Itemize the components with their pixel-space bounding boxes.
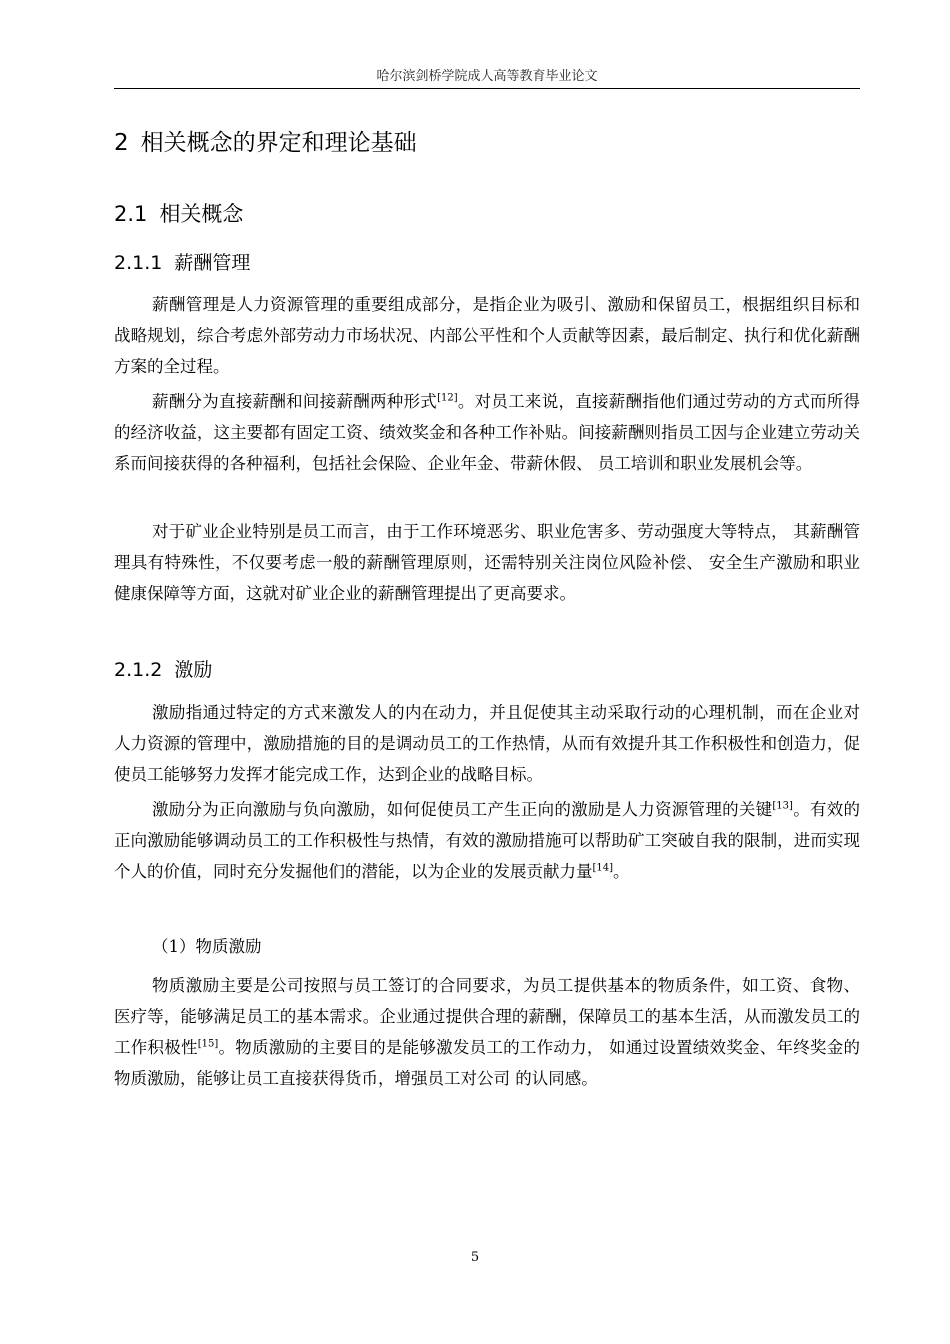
chapter-heading xyxy=(114,124,417,157)
subsection-number: 2.1.2 xyxy=(114,659,163,681)
paragraph: 薪酬管理是人力资源管理的重要组成部分，是指企业为吸引、激励和保留员工，根据组织目标和战略规划，综合考虑外部劳动力市场状况、内部公平性和个人贡献等因素，最后制定、执行和优化薪酬方案的全过程。 xyxy=(114,295,860,376)
paragraph: 对于矿业企业特别是员工而言，由于工作环境恶劣、职业危害多、劳动强度大等特点， 其薪酬管理具有特殊性，不仅要考虑一般的薪酬管理原则，还需特别关注岗位风险补偿、 安全生产激励和职业健康保障等方面，这就对矿业企业的薪酬管理提出了更高要求。 xyxy=(114,522,860,603)
subsection-title: 激励 xyxy=(174,659,213,681)
header-rule xyxy=(114,88,860,89)
section-heading xyxy=(114,198,243,228)
subsection-title: 薪酬管理 xyxy=(174,252,251,274)
subsection-heading-1 xyxy=(114,248,250,275)
paragraph xyxy=(114,386,860,479)
paragraph-text: 。有效的正向激励能够调动员工的工作积极性与热情，有效的激励措施可以帮助矿工突破自我的限制，进而实现个人的价值，同时充分发掘他们的潜能，以为企业的发展贡献力量 xyxy=(114,800,861,881)
citation: [12] xyxy=(437,392,458,404)
paragraph-text: 。物质激励的主要目的是能够激发员工的工作动力， 如通过设置绩效奖金、年终奖金的物质激励，能够让员工直接获得货币，增强员工对公司 的认同感。 xyxy=(114,1038,860,1088)
paragraph: 激励指通过特定的方式来激发人的内在动力，并且促使其主动采取行动的心理机制，而在企业对人力资源的管理中，激励措施的目的是调动员工的工作热情，从而有效提升其工作积极性和创造力，促使员工能够努力发挥才能完成工作，达到企业的战略目标。 xyxy=(114,703,860,784)
citation: [15] xyxy=(197,1038,219,1050)
paragraph-text: 物质激励主要是公司按照与员工签订的合同要求，为员工提供基本的物质条件，如工资、食物、医疗等，能够满足员工的基本需求。企业通过提供合理的薪酬，保障员工的基本生活，从而激发员工的工作积极性 xyxy=(114,976,860,1057)
section-title: 相关概念 xyxy=(159,202,244,226)
paragraph-text: 薪酬分为直接薪酬和间接薪酬两种形式 xyxy=(152,392,438,411)
citation: [14] xyxy=(592,862,614,874)
section-number: 2.1 xyxy=(114,202,148,226)
citation: [13] xyxy=(772,800,793,812)
list-item-heading: （1）物质激励 xyxy=(152,937,262,956)
subsection-heading-2 xyxy=(114,655,212,682)
paragraph-text: 。对员工来说，直接薪酬指他们通过劳动的方式而所得的经济收益，这主要都有固定工资、绩效奖金和各种工作补贴。间接薪酬则指员工因与企业建立劳动关系而间接获得的各种福利，包括社会保险、企业年金、带薪休假、 员工培训和职业发展机会等。 xyxy=(114,392,861,473)
subsection-number: 2.1.1 xyxy=(114,252,163,274)
paragraph-text: 激励分为正向激励与负向激励，如何促使员工产生正向的激励是人力资源管理的关键 xyxy=(152,800,773,819)
running-header: 哈尔滨剑桥学院成人高等教育毕业论文 xyxy=(376,69,598,84)
paragraph xyxy=(114,794,860,887)
paragraph-text: 。 xyxy=(613,862,630,881)
page-number: 5 xyxy=(470,1250,480,1265)
paragraph xyxy=(114,970,860,1094)
chapter-title: 相关概念的界定和理论基础 xyxy=(140,130,417,156)
chapter-number: 2 xyxy=(114,130,129,156)
